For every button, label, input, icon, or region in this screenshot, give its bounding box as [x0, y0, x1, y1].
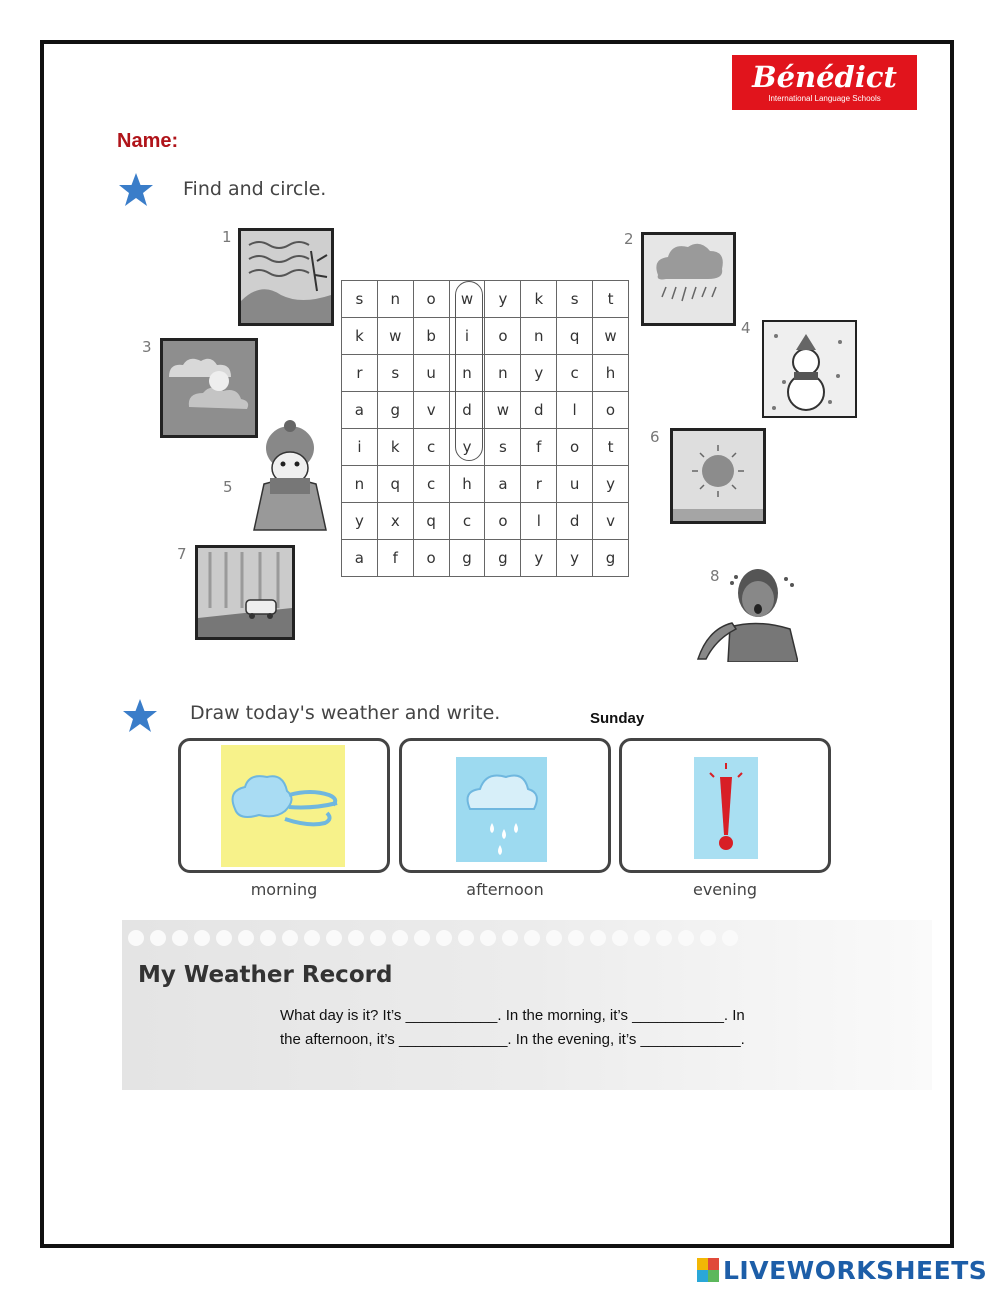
record-title: My Weather Record [138, 962, 393, 988]
windy-icon [221, 745, 345, 867]
banner-dots [122, 930, 738, 946]
grid-letter[interactable]: y [342, 503, 378, 540]
grid-letter[interactable]: a [485, 466, 521, 503]
liveworksheets-logo-icon [697, 1258, 719, 1282]
grid-letter[interactable]: w [449, 281, 485, 318]
grid-letter[interactable]: n [377, 281, 413, 318]
grid-row [342, 466, 629, 503]
caption-afternoon: afternoon [466, 880, 544, 899]
grid-letter[interactable]: h [593, 355, 629, 392]
banner-dot [282, 930, 298, 946]
banner-dot [678, 930, 694, 946]
section1-instruction: Find and circle. [183, 178, 327, 200]
record-sentence [280, 1004, 800, 1052]
grid-letter[interactable]: u [413, 355, 449, 392]
grid-letter[interactable]: f [377, 540, 413, 577]
picture-number: 7 [177, 545, 187, 563]
grid-letter[interactable]: k [521, 281, 557, 318]
banner-dot [568, 930, 584, 946]
banner-dot [172, 930, 188, 946]
hot-boy-icon [696, 565, 798, 662]
cloudy-icon [160, 338, 258, 438]
picture-number: 8 [710, 567, 720, 585]
foggy-road-icon [195, 545, 295, 640]
section2-instruction: Draw today's weather and write. [190, 702, 501, 724]
grid-letter[interactable]: y [485, 281, 521, 318]
windy-icon [238, 228, 334, 326]
grid-letter[interactable]: o [413, 281, 449, 318]
grid-letter[interactable]: l [521, 503, 557, 540]
picture-number: 2 [624, 230, 634, 248]
grid-row [342, 318, 629, 355]
grid-letter[interactable]: n [521, 318, 557, 355]
grid-letter[interactable]: t [593, 281, 629, 318]
banner-dot [700, 930, 716, 946]
grid-letter[interactable]: g [449, 540, 485, 577]
picture-number: 3 [142, 338, 152, 356]
grid-letter[interactable]: i [449, 318, 485, 355]
grid-letter[interactable]: g [377, 392, 413, 429]
benedict-logo [732, 55, 917, 110]
banner-dot [502, 930, 518, 946]
grid-letter[interactable]: k [377, 429, 413, 466]
banner-dot [370, 930, 386, 946]
grid-letter[interactable]: o [485, 503, 521, 540]
grid-letter[interactable]: k [342, 318, 378, 355]
banner-dot [458, 930, 474, 946]
grid-letter[interactable]: g [485, 540, 521, 577]
banner-dot [238, 930, 254, 946]
caption-morning: morning [250, 880, 318, 899]
grid-letter[interactable]: y [521, 355, 557, 392]
grid-letter[interactable]: n [342, 466, 378, 503]
caption-evening: evening [692, 880, 758, 899]
grid-letter[interactable]: a [342, 540, 378, 577]
grid-row [342, 540, 629, 577]
grid-letter[interactable]: y [449, 429, 485, 466]
banner-dot [260, 930, 276, 946]
banner-dot [590, 930, 606, 946]
grid-letter[interactable]: v [593, 503, 629, 540]
weather-record-banner [122, 920, 932, 1090]
grid-letter[interactable]: c [449, 503, 485, 540]
banner-dot [326, 930, 342, 946]
banner-dot [656, 930, 672, 946]
grid-letter[interactable]: w [377, 318, 413, 355]
grid-letter[interactable]: y [593, 466, 629, 503]
grid-letter[interactable]: w [593, 318, 629, 355]
grid-row [342, 355, 629, 392]
record-line-2: the afternoon, it’s _____________. In the evening, it’s ____________. [280, 1031, 745, 1048]
thermometer-icon [694, 757, 758, 859]
banner-dot [216, 930, 232, 946]
grid-letter[interactable]: t [593, 429, 629, 466]
banner-dot [634, 930, 650, 946]
picture-number: 1 [222, 228, 232, 246]
grid-letter[interactable]: d [521, 392, 557, 429]
banner-dot [612, 930, 628, 946]
banner-dot [194, 930, 210, 946]
logo-brand: Bénédict [752, 60, 897, 94]
picture-number: 4 [741, 319, 751, 337]
grid-letter[interactable]: r [342, 355, 378, 392]
grid-row [342, 392, 629, 429]
grid-letter[interactable]: o [485, 318, 521, 355]
grid-letter[interactable]: c [413, 466, 449, 503]
banner-dot [414, 930, 430, 946]
grid-letter[interactable]: s [342, 281, 378, 318]
grid-letter[interactable]: x [377, 503, 413, 540]
grid-row [342, 429, 629, 466]
grid-letter[interactable]: w [485, 392, 521, 429]
grid-letter[interactable]: n [449, 355, 485, 392]
grid-letter[interactable]: a [342, 392, 378, 429]
grid-letter[interactable]: c [557, 355, 593, 392]
grid-letter[interactable]: c [413, 429, 449, 466]
grid-letter[interactable]: d [557, 503, 593, 540]
grid-letter[interactable]: v [413, 392, 449, 429]
grid-letter[interactable]: y [557, 540, 593, 577]
grid-letter[interactable]: o [593, 392, 629, 429]
sun-icon [670, 428, 766, 524]
banner-dot [480, 930, 496, 946]
grid-letter[interactable]: s [557, 281, 593, 318]
grid-letter[interactable]: d [449, 392, 485, 429]
grid-letter[interactable]: u [557, 466, 593, 503]
grid-letter[interactable]: o [557, 429, 593, 466]
grid-letter[interactable]: i [342, 429, 378, 466]
grid-letter[interactable]: o [413, 540, 449, 577]
grid-row [342, 281, 629, 318]
liveworksheets-brand: LIVEWORKSHEETS [723, 1255, 988, 1285]
grid-letter[interactable]: q [413, 503, 449, 540]
grid-letter[interactable]: f [521, 429, 557, 466]
banner-dot [392, 930, 408, 946]
banner-dot [150, 930, 166, 946]
logo-subtitle: International Language Schools [768, 94, 881, 103]
snowman-icon [762, 320, 857, 418]
circled-word-windy [455, 281, 483, 461]
liveworksheets-footer[interactable] [697, 1256, 987, 1284]
cold-child-icon [246, 418, 334, 536]
banner-dot [128, 930, 144, 946]
grid-letter[interactable]: s [485, 429, 521, 466]
banner-dot [546, 930, 562, 946]
picture-number: 6 [650, 428, 660, 446]
name-label: Name: [117, 130, 179, 152]
grid-letter[interactable]: r [521, 466, 557, 503]
grid-row [342, 503, 629, 540]
grid-letter[interactable]: b [413, 318, 449, 355]
picture-number: 5 [223, 478, 233, 496]
star-icon [118, 172, 154, 208]
grid-letter[interactable]: l [557, 392, 593, 429]
record-line-1: What day is it? It’s ___________. In the morning, it’s ___________. In [280, 1007, 745, 1024]
grid-letter[interactable]: s [377, 355, 413, 392]
grid-letter[interactable]: q [377, 466, 413, 503]
banner-dot [348, 930, 364, 946]
grid-letter[interactable]: n [485, 355, 521, 392]
banner-dot [722, 930, 738, 946]
star-icon [122, 698, 158, 734]
banner-dot [436, 930, 452, 946]
grid-letter[interactable]: g [593, 540, 629, 577]
word-search-grid [341, 280, 629, 577]
banner-dot [524, 930, 540, 946]
rain-cloud-icon [641, 232, 736, 326]
rain-cloud-icon [456, 757, 547, 862]
grid-letter[interactable]: y [521, 540, 557, 577]
grid-letter[interactable]: q [557, 318, 593, 355]
grid-letter[interactable]: h [449, 466, 485, 503]
banner-dot [304, 930, 320, 946]
day-label: Sunday [590, 710, 645, 727]
